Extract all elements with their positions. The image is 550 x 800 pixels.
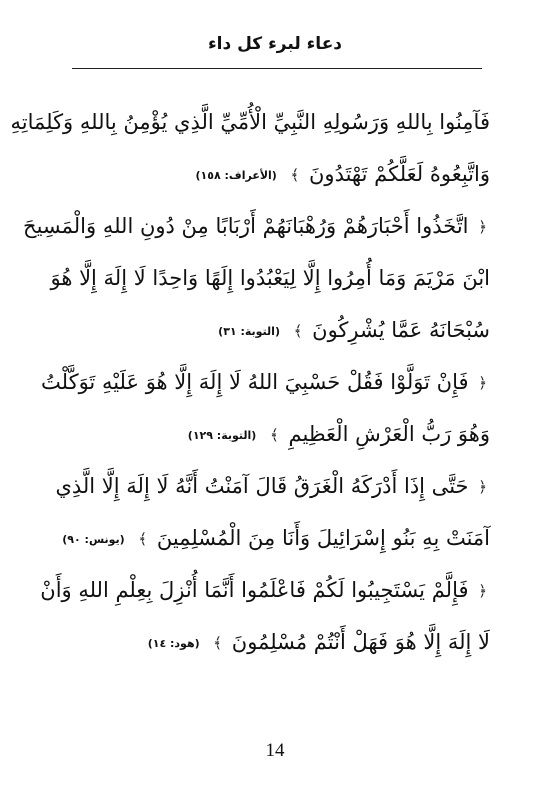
verse-2-line-1 <box>23 200 490 252</box>
verse-text: وَاتَّبِعُوهُ لَعَلَّكُمْ تَهْتَدُونَ <box>309 162 490 186</box>
verse-text: ابْنَ مَرْيَمَ وَمَا أُمِرُوا إِلَّا لِيَعْبُدُوا إِلَهًا وَاحِدًا لَا إِلَهَ إِلَّا هُوَ <box>50 266 490 290</box>
verse-text: فَإِلَّمْ يَسْتَجِيبُوا لَكُمْ فَاعْلَمُوا أَنَّمَا أُنْزِلَ بِعِلْمِ اللهِ وَأَنْ <box>40 578 469 602</box>
verses-block <box>10 96 490 668</box>
verse-text: اتَّخَذُوا أَحْبَارَهُمْ وَرُهْبَانَهُمْ أَرْبَابًا مِنْ دُونِ اللهِ وَالْمَسِيحَ <box>23 214 469 238</box>
verse-5-line-1 <box>40 564 490 616</box>
verse-3-line-2 <box>70 408 490 460</box>
verse-reference: (يونس: ٩٠) <box>62 533 125 546</box>
verse-2-line-2 <box>50 252 490 304</box>
verse-text: وَهُوَ رَبُّ الْعَرْشِ الْعَظِيمِ <box>288 422 490 446</box>
opening-bracket-ornament: ﴿ <box>478 374 487 392</box>
verse-3-line-1 <box>41 356 490 408</box>
verse-4-line-2 <box>62 512 490 564</box>
verse-4-line-1 <box>55 460 490 512</box>
verse-text: سُبْحَانَهُ عَمَّا يُشْرِكُونَ <box>312 318 490 342</box>
verse-reference: (هود: ١٤) <box>147 637 200 650</box>
opening-bracket-ornament: ﴿ <box>478 478 487 496</box>
verse-text: فَآمِنُوا بِاللهِ وَرَسُولِهِ النَّبِيِّ الْأُمِّيِّ الَّذِي يُؤْمِنُ بِاللهِ وَكَلِمَاتِهِ <box>10 110 490 134</box>
verse-reference: (التوبة: ١٢٩) <box>187 429 257 442</box>
closing-bracket-ornament: ﴾ <box>290 166 300 184</box>
closing-bracket-ornament: ﴾ <box>213 634 223 652</box>
running-header: دعاء لبرء كل داء <box>207 34 343 54</box>
closing-bracket-ornament: ﴾ <box>293 322 303 340</box>
verse-text: فَإِنْ تَوَلَّوْا فَقُلْ حَسْبِيَ اللهُ لَا إِلَهَ إِلَّا هُوَ عَلَيْهِ تَوَكَّلْتُ <box>41 370 469 394</box>
verse-text: لَا إِلَهَ إِلَّا هُوَ فَهَلْ أَنْتُمْ مُسْلِمُونَ <box>231 630 490 654</box>
verse-5-line-2 <box>70 616 490 668</box>
page-number: 14 <box>265 740 285 761</box>
verse-2-line-3 <box>70 304 490 356</box>
verse-reference: (التوبة: ٣١) <box>218 325 280 338</box>
opening-bracket-ornament: ﴿ <box>478 218 487 236</box>
closing-bracket-ornament: ﴾ <box>270 426 279 444</box>
opening-bracket-ornament: ﴿ <box>478 582 487 600</box>
verse-1-line-1 <box>10 96 490 148</box>
closing-bracket-ornament: ﴾ <box>138 530 148 548</box>
verse-text: حَتَّى إِذَا أَدْرَكَهُ الْغَرَقُ قَالَ آمَنْتُ أَنَّهُ لَا إِلَهَ إِلَّا الَّذِي <box>55 474 469 498</box>
verse-1-line-2 <box>70 148 490 200</box>
verse-text: آمَنَتْ بِهِ بَنُو إِسْرَائِيلَ وَأَنَا مِنَ الْمُسْلِمِينَ <box>156 526 490 550</box>
verse-reference: (الأعراف: ١٥٨) <box>195 169 277 182</box>
header-rule <box>72 68 482 69</box>
